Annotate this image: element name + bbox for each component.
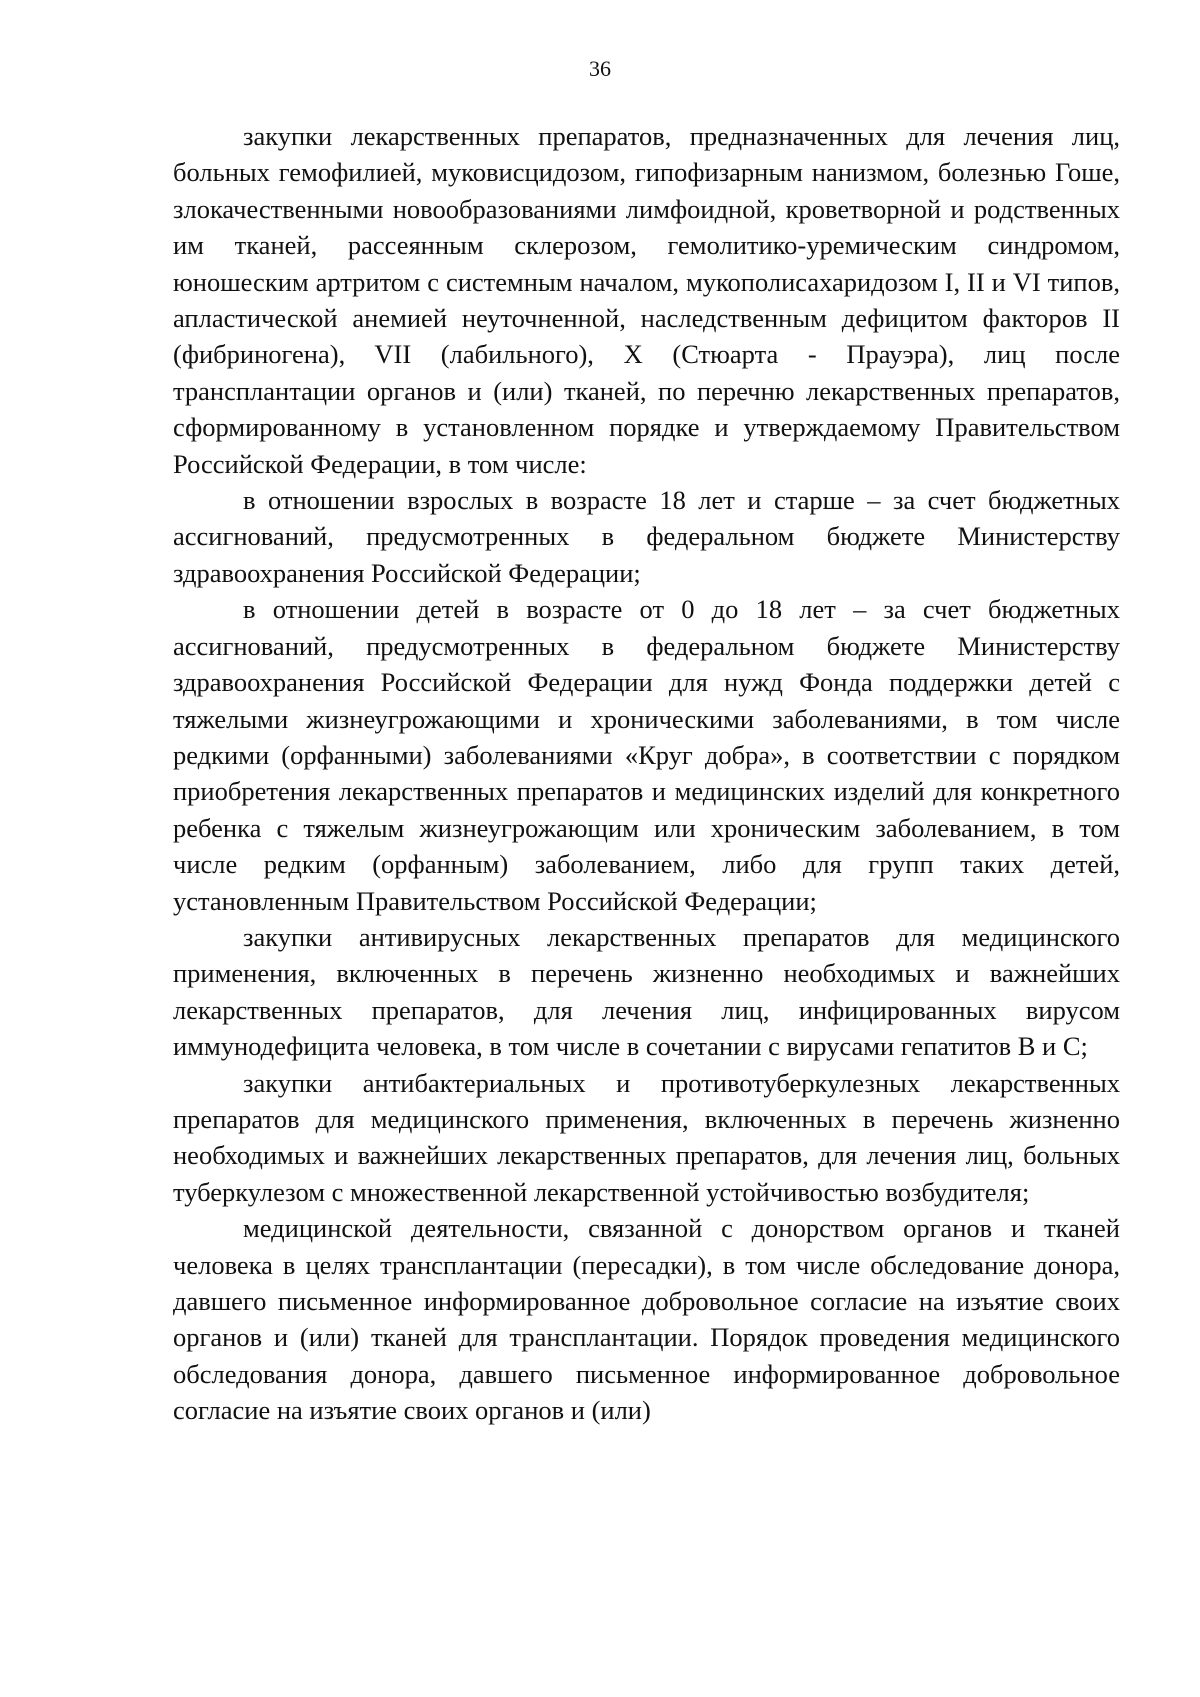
document-body: [173, 118, 1120, 1429]
paragraph-donation: медицинской деятельности, связанной с донорством органов и тканей человека в целях трансплантации (пересадки), в том числе обследование донора, давшего письменное информированное добровольное согласие на изъятие своих органов и (или) тканей для трансплантации. Порядок проведения медицинского обследования донора, давшего письменное информированное добровольное согласие на изъятие своих органов и (или): [173, 1213, 1120, 1426]
paragraph-antibacterial: закупки антибактериальных и противотуберкулезных лекарственных препаратов для медицинского применения, включенных в перечень жизненно необходимых и важнейших лекарственных препаратов, для лечения лиц, больных туберкулезом с множественной лекарственной устойчивостью возбудителя;: [173, 1067, 1120, 1207]
paragraph-drug-procurement: закупки лекарственных препаратов, предназначенных для лечения лиц, больных гемофилией, муковисцидозом, гипофизарным нанизмом, болезнью Гоше, злокачественными новообразованиями лимфоидной, кроветворной и родственных им тканей, рассеянным склерозом, гемолитико-уремическим синдромом, юношеским артритом с системным началом, мукополисахаридозом I, II и VI типов, апластической анемией неуточненной, наследственным дефицитом факторов II (фибриногена), VII (лабильного), X (Стюарта - Прауэра), лиц после трансплантации органов и (или) тканей, по перечню лекарственных препаратов, сформированному в установленном порядке и утверждаемому Правительством Российской Федерации, в том числе:: [173, 121, 1120, 479]
paragraph-children: в отношении детей в возрасте от 0 до 18 лет – за счет бюджетных ассигнований, предусмотренных в федеральном бюджете Министерству здравоохранения Российской Федерации для нужд Фонда поддержки детей с тяжелыми жизнеугрожающими и хроническими заболеваниями, в том числе редкими (орфанными) заболеваниями «Круг добра», в соответствии с порядком приобретения лекарственных препаратов и медицинских изделий для конкретного ребенка с тяжелым жизнеугрожающим или хроническим заболеванием, в том числе редким (орфанным) заболеванием, либо для групп таких детей, установленным Правительством Российской Федерации;: [173, 594, 1120, 916]
paragraph-adults: в отношении взрослых в возрасте 18 лет и старше – за счет бюджетных ассигнований, предусмотренных в федеральном бюджете Министерству здравоохранения Российской Федерации;: [173, 485, 1120, 588]
page-number: 36: [589, 56, 611, 81]
paragraph-antiviral: закупки антивирусных лекарственных препаратов для медицинского применения, включенных в перечень жизненно необходимых и важнейших лекарственных препаратов, для лечения лиц, инфицированных вирусом иммунодефицита человека, в том числе в сочетании с вирусами гепатитов B и C;: [173, 921, 1120, 1062]
